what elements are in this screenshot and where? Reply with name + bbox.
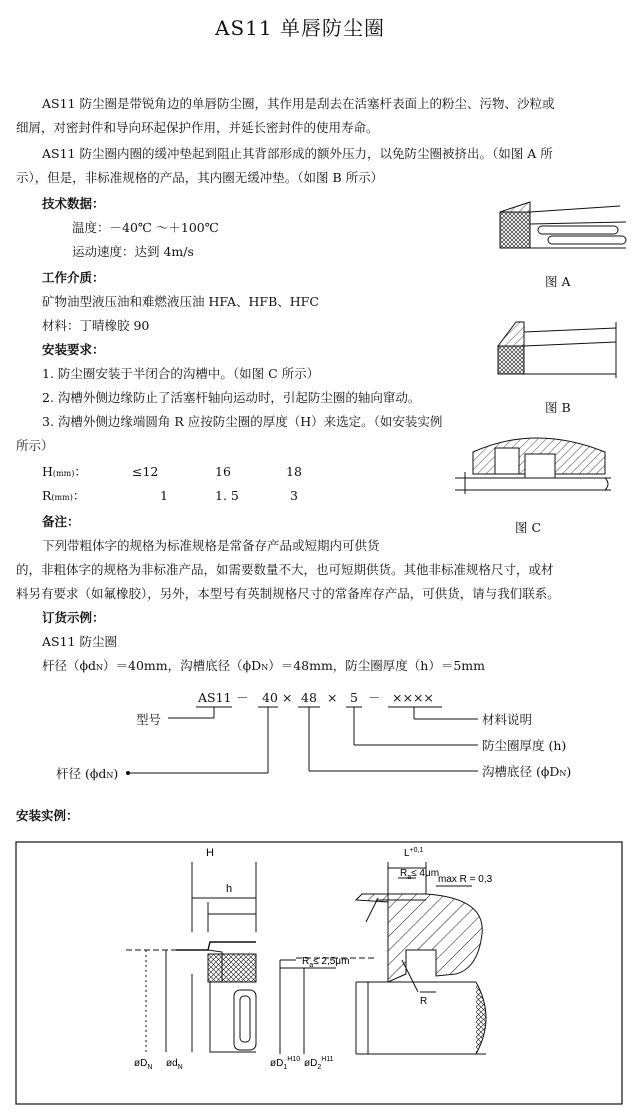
install-item-3-line1: 3. 沟槽外侧边缘端圆角 R 应按防尘圈的厚度（H）来选定。（如安装实例 (42, 414, 443, 429)
rtable-h-value: 16 (215, 464, 231, 479)
install-item-2: 2. 沟槽外侧边缘防止了活塞杆轴向运动时，引起防尘圈的轴向窜动。 (42, 390, 421, 405)
medium-oils: 矿物油型液压油和难燃液压油 HFA、HFB、HFC (42, 294, 319, 309)
rtable-r-value: 1 (160, 488, 168, 503)
roughness-25-label: $R_a\le 2,5\mu m$ (302, 956, 350, 969)
install-item-1: 1. 防尘圈安装于半闭合的沟槽中。（如图 C 所示） (42, 366, 320, 381)
install-heading: 安装要求： (42, 342, 105, 357)
figure-c-drawing (455, 428, 615, 508)
figure-b-drawing (490, 318, 626, 388)
max-r-label: max R = 0,3 (438, 874, 493, 885)
medium-heading: 工作介质： (42, 270, 105, 285)
figure-b-caption: 图 B (545, 400, 571, 415)
rtable-r-label: R(mm)： (42, 488, 86, 503)
figure-a-drawing (490, 198, 626, 260)
figure-c-caption: 图 C (515, 520, 542, 535)
example-heading: 安装实例： (16, 808, 79, 823)
note-line2: 的，非粗体字的规格为非标准产品，如需要数量不大，也可短期供货。其他非标准规格尺寸，或材 (16, 562, 554, 577)
order-label-rod: 杆径 (ϕdN) (56, 766, 119, 781)
order-code-model: AS11 (198, 690, 232, 705)
dim-dN-label: $ød_N$ (166, 1058, 183, 1071)
order-label-thickness: 防尘圈厚度 (h) (482, 738, 567, 753)
dim-h-label: h (226, 883, 233, 895)
tech-heading: 技术数据： (42, 196, 105, 211)
dim-DN-label: $øD_N$ (134, 1058, 153, 1071)
rtable-r-value: 1. 5 (215, 488, 239, 503)
intro-p1-line2: 细屑，对密封件和导向环起保护作用，并延长密封件的使用寿命。 (16, 120, 379, 135)
figure-a-caption: 图 A (545, 274, 571, 289)
order-code-times: × (282, 690, 293, 705)
rtable-r-value: 3 (290, 488, 298, 503)
dim-D2-label: $øD_2^{H11}$ (304, 1056, 334, 1071)
order-label-groove: 沟槽底径 (ϕDN) (482, 764, 572, 779)
dim-H-label: H (206, 847, 214, 859)
order-code-thickness: 5 (350, 690, 358, 705)
order-code-rod: 40 (262, 690, 278, 705)
order-spec: 杆径（ϕdN）＝40mm，沟槽底径（ϕDN）＝48mm，防尘圈厚度（h）＝5mm (42, 658, 486, 673)
order-heading: 订货示例： (42, 610, 105, 625)
rtable-h-label: H(mm)： (42, 464, 87, 479)
order-label-model: 型号 (136, 712, 162, 727)
install-example-drawing (16, 842, 622, 1104)
note-line3: 料另有要求（如氟橡胶），另外，本型号有英制规格尺寸的常备库存产品，可供货，请与我们联系。 (16, 586, 560, 601)
install-item-3-line2: 所示） (16, 438, 54, 453)
dim-D1-label: $øD_1^{H10}$ (270, 1056, 301, 1071)
note-heading: 备注： (42, 514, 80, 529)
intro-p2-line2: 示），但是，非标准规格的产品，其内圈无缓冲垫。（如图 B 所示） (16, 170, 384, 185)
order-code-groove: 48 (301, 690, 317, 705)
intro-p1-line1: AS11 防尘圈是带锐角边的单唇防尘圈，其作用是刮去在活塞杆表面上的粉尘、污物、沙粒或 (42, 96, 555, 111)
page-title: AS11 单唇防尘圈 (215, 16, 385, 40)
radius-R-label: R (420, 996, 428, 1007)
order-code-dash: － (368, 690, 381, 705)
roughness-4-label: $R_a\le 4\mu m$ (400, 868, 440, 881)
order-product: AS11 防尘圈 (42, 634, 117, 649)
rtable-h-value: ≤12 (132, 464, 159, 479)
tech-temperature: 温度：－40℃ ～＋100℃ (72, 220, 219, 235)
order-code-times: × (327, 690, 338, 705)
note-line1: 下列带粗体字的规格为标准规格是常备存产品或短期内可供货 (42, 538, 380, 553)
order-code-material: ×××× (392, 690, 434, 705)
order-code-dash: － (236, 690, 249, 705)
order-label-material: 材料说明 (482, 712, 533, 727)
intro-p2-line1: AS11 防尘圈内圈的缓冲垫起到阻止其背部形成的额外压力，以免防尘圈被挤出。（如图 A 所 (42, 146, 553, 161)
tech-speed: 运动速度：达到 4m/s (72, 244, 194, 259)
rtable-h-value: 18 (286, 464, 302, 479)
medium-material: 材料：丁晴橡胶 90 (42, 318, 150, 333)
dim-L-label: $L^{+0,1}$ (404, 847, 424, 859)
